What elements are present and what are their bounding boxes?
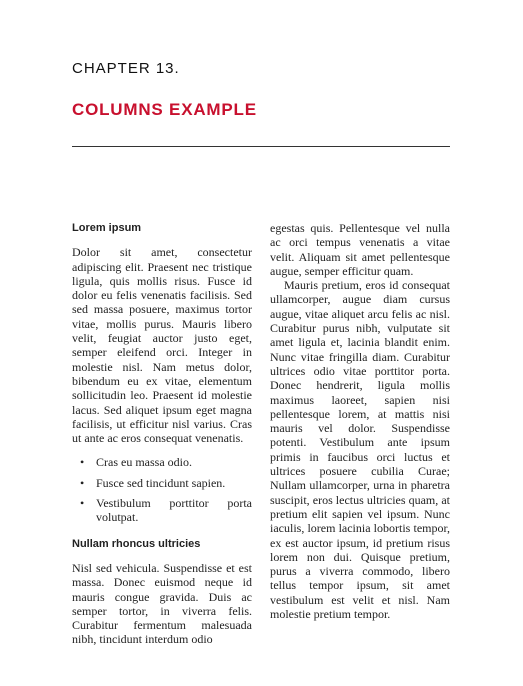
list-item: • Vestibulum porttitor porta volutpat. bbox=[84, 496, 252, 525]
list-item: • Fusce sed tincidunt sapien. bbox=[84, 476, 252, 490]
body-paragraph: Dolor sit amet, consectetur adipiscing elit. Praesent nec tristique ligula, quis mollis risus. Fusce id dolor eu felis venenatis facilisis. Sed sed massa posuere, maximus tortor vitae, mollis purus. Mauris libero velit, feugiat auctor justo eget, semper eleifend orci. Integer in molestie nisl. Nam metus dolor, bibendum eu ex vitae, elementum sollicitudin leo. Praesent id molestie lacus. Sed aliquet ipsum eget magna facilisis, ut efficitur nisl varius. Cras ut ante ac eros consequat venenatis. bbox=[72, 245, 252, 446]
left-column bbox=[72, 221, 252, 647]
bullet-list bbox=[72, 455, 252, 524]
list-item: • Cras eu massa odio. bbox=[84, 455, 252, 469]
body-paragraph: Mauris pretium, eros id consequat ullamcorper, augue diam cursus augue, vitae aliquet arcu felis ac nisl. Curabitur purus nibh, vulputate sit amet ligula et, lacinia blandit enim. Nunc vitae fringilla diam. Curabitur ultrices odio vitae porttitor porta. Donec hendrerit, ligula mollis maximus laoreet, sapien nisi pellentesque lorem, at mattis nisi mauris vel dolor. Suspendisse potenti. Vestibulum ante ipsum primis in faucibus orci luctus et ultrices posuere cubilia Curae; Nullam ullamcorper, urna in pharetra suscipit, eros lectus ultricies quam, at pretium elit sapien vel ipsum. Nunc iaculis, lorem lacinia lobortis tempor, ex est auctor ipsum, id pretium risus lorem non dui. Quisque pretium, purus a viverra commodo, libero tellus tempor ipsum, sit amet vestibulum est velit et nisl. Nam molestie pretium tempor. bbox=[270, 278, 450, 622]
section-heading-lorem-ipsum: Lorem ipsum bbox=[72, 222, 142, 234]
chapter-label: CHAPTER 13. bbox=[72, 60, 180, 77]
two-column-body bbox=[72, 221, 450, 647]
right-column bbox=[270, 221, 450, 647]
body-paragraph: Nisl sed vehicula. Suspendisse et est massa. Donec euismod neque id mauris congue gravida. Duis ac semper tortor, in viverra felis. Curabitur fermentum malesuada nibh, tincidunt interdum odio bbox=[72, 560, 252, 647]
chapter-title: COLUMNS EXAMPLE bbox=[72, 100, 257, 119]
body-paragraph: egestas quis. Pellentesque vel nulla ac orci tempus venenatis a vitae velit. Aliquam sit amet pellentesque augue, semper efficitur quam. bbox=[270, 221, 450, 278]
title-divider bbox=[72, 146, 450, 147]
section-heading-nullam: Nullam rhoncus ultricies bbox=[72, 537, 201, 550]
